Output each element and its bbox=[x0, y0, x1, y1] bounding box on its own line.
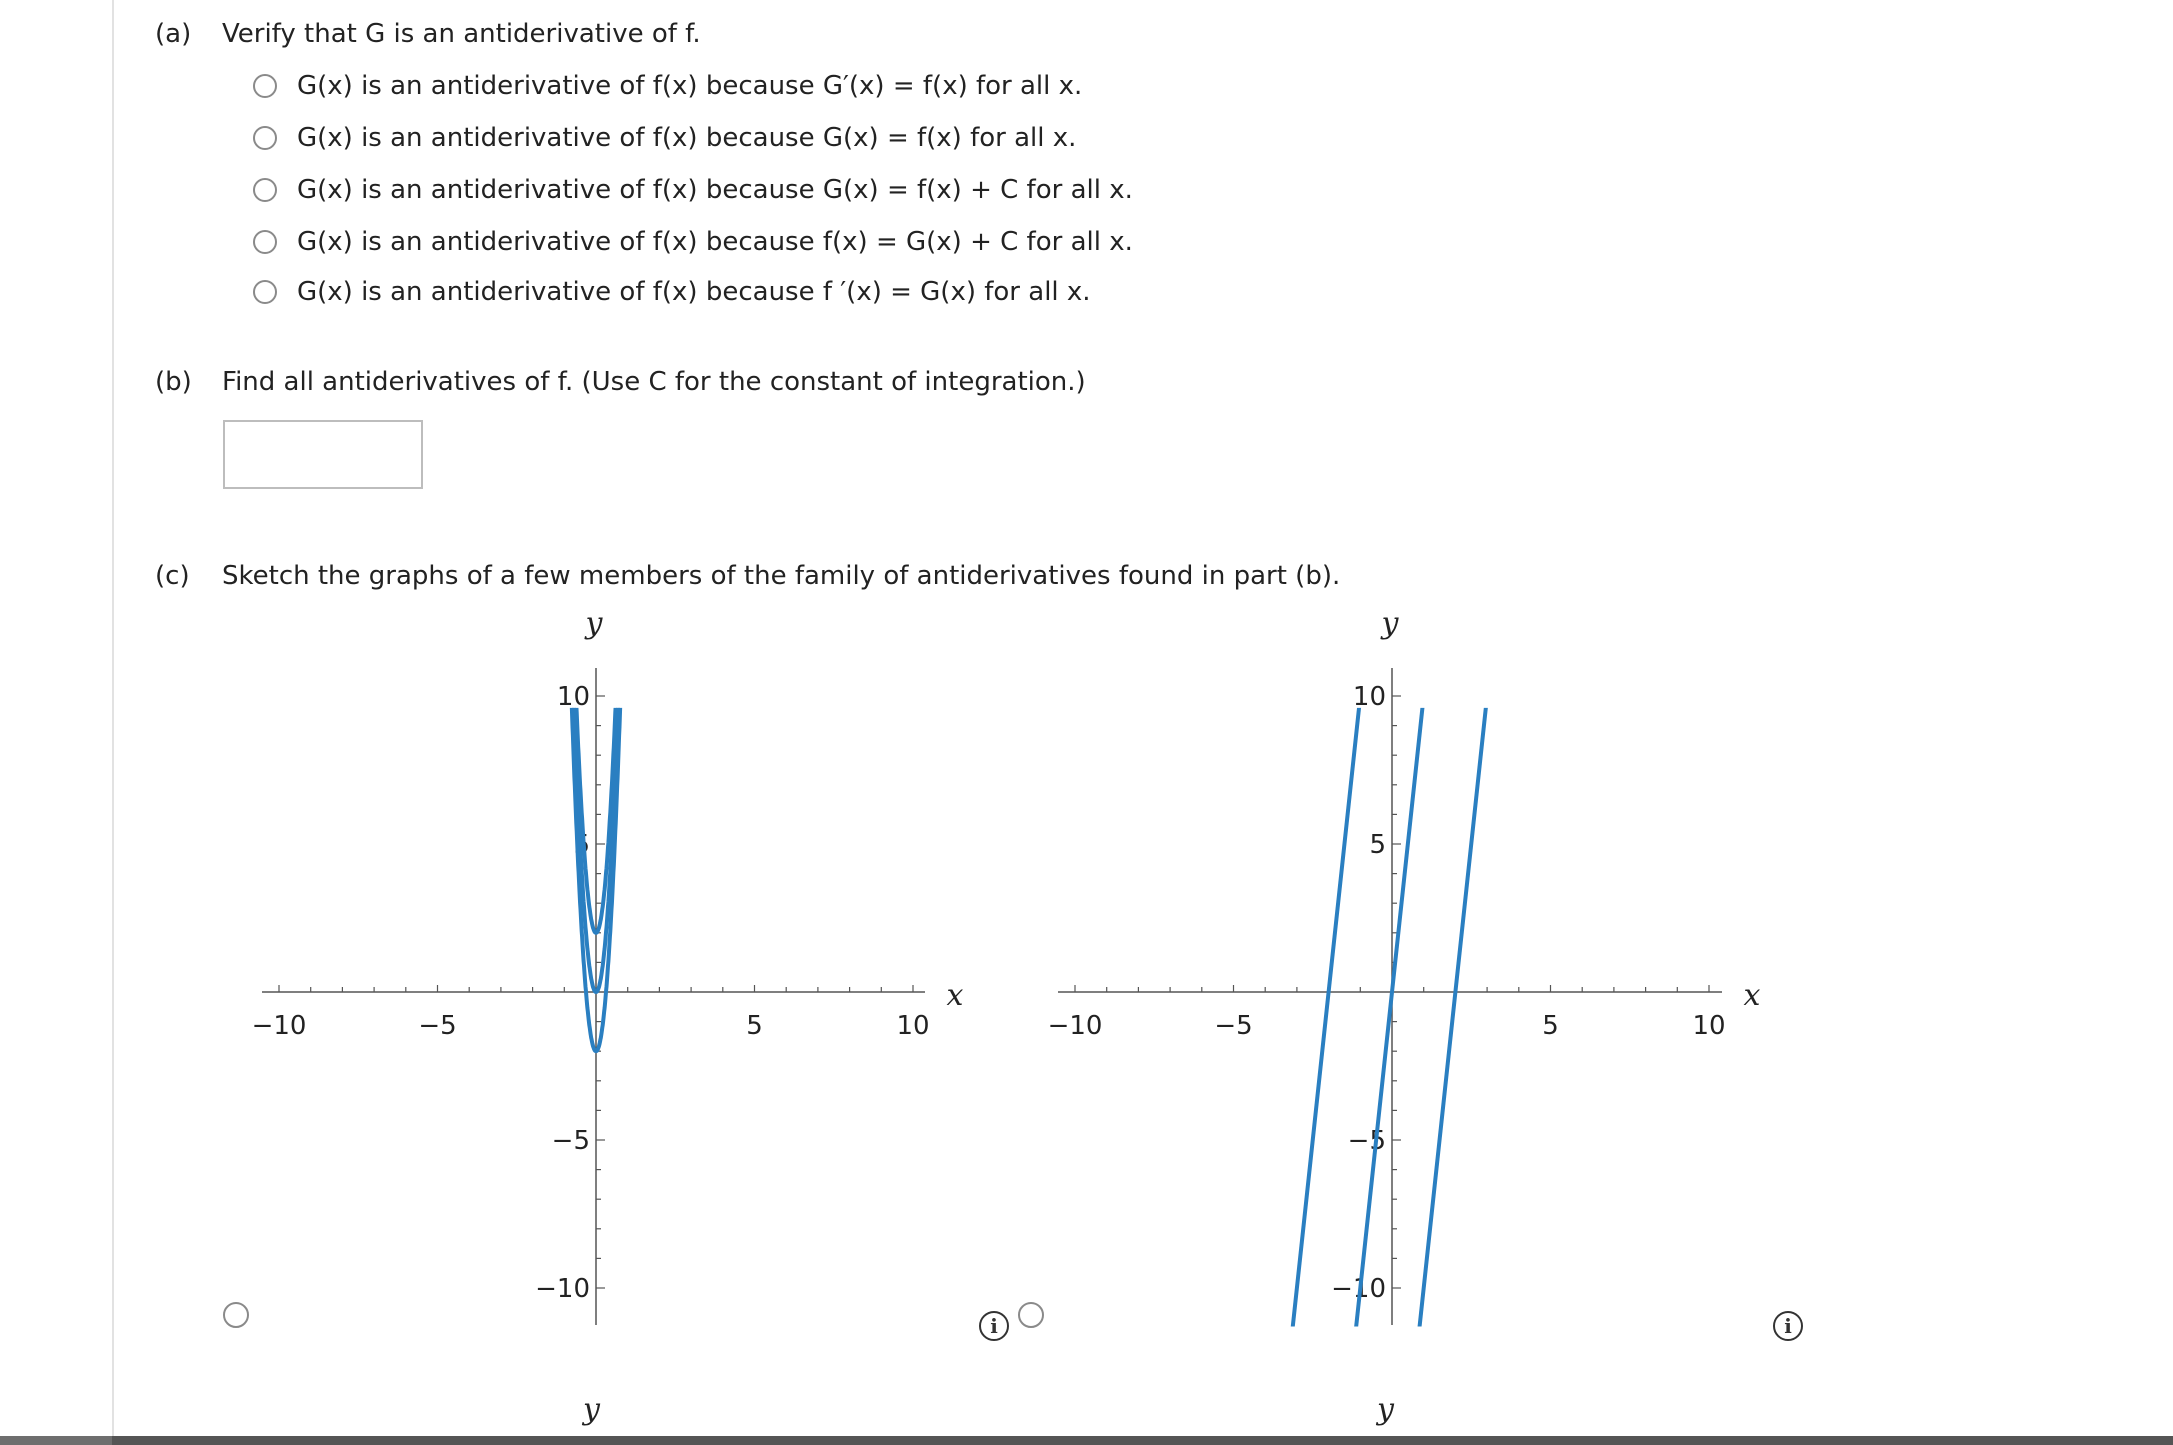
option-5-text: G(x) is an antiderivative of f(x) because f ′(x) = G(x) for all x. bbox=[297, 277, 1091, 307]
y-tick-label: −5 bbox=[551, 1126, 590, 1156]
graph-choice-1-radio[interactable] bbox=[223, 1302, 249, 1328]
bottom-bar bbox=[0, 1436, 2173, 1445]
y-axis-label: y bbox=[585, 606, 603, 641]
part-b-question: Find all antiderivatives of f. (Use C for the constant of integration.) bbox=[222, 367, 1086, 397]
graph-choice-2-radio[interactable] bbox=[1018, 1302, 1044, 1328]
y-axis-label: y bbox=[1381, 606, 1399, 641]
x-tick-label: −10 bbox=[251, 1011, 307, 1041]
y-tick-label: 5 bbox=[573, 830, 590, 860]
y-tick-label: −10 bbox=[1331, 1274, 1386, 1304]
x-tick-label: −5 bbox=[418, 1011, 457, 1041]
y-tick-label: −5 bbox=[1347, 1126, 1386, 1156]
x-tick-label: −5 bbox=[1214, 1011, 1253, 1041]
x-axis-label: x bbox=[1743, 978, 1761, 1013]
y-tick-label: 10 bbox=[556, 682, 590, 712]
graph-1-footer-y-label: y bbox=[583, 1392, 600, 1427]
info-icon[interactable]: i bbox=[979, 1311, 1009, 1341]
y-tick-label: 5 bbox=[1369, 830, 1386, 860]
option-2-text: G(x) is an antiderivative of f(x) because G(x) = f(x) for all x. bbox=[297, 123, 1077, 153]
x-tick-label: −10 bbox=[1047, 1011, 1103, 1041]
option-4-text: G(x) is an antiderivative of f(x) because f(x) = G(x) + C for all x. bbox=[297, 227, 1133, 257]
x-tick-label: 10 bbox=[896, 1011, 930, 1041]
part-a-question: Verify that G is an antiderivative of f. bbox=[222, 19, 701, 49]
y-tick-label: 10 bbox=[1352, 682, 1386, 712]
graph-2-footer-y-label: y bbox=[1377, 1392, 1394, 1427]
x-tick-label: 5 bbox=[746, 1011, 763, 1041]
x-tick-label: 5 bbox=[1542, 1011, 1559, 1041]
option-1-text: G(x) is an antiderivative of f(x) because G′(x) = f(x) for all x. bbox=[297, 71, 1083, 101]
part-c-question: Sketch the graphs of a few members of the family of antiderivatives found in part (b). bbox=[222, 561, 1341, 591]
option-3-text: G(x) is an antiderivative of f(x) because G(x) = f(x) + C for all x. bbox=[297, 175, 1133, 205]
x-tick-label: 10 bbox=[1692, 1011, 1726, 1041]
x-axis-label: x bbox=[946, 978, 964, 1013]
y-tick-label: −10 bbox=[535, 1274, 590, 1304]
part-a-label: (a) bbox=[155, 19, 192, 49]
info-icon[interactable]: i bbox=[1773, 1311, 1803, 1341]
part-b-label: (b) bbox=[155, 367, 192, 397]
part-c-label: (c) bbox=[155, 561, 190, 591]
